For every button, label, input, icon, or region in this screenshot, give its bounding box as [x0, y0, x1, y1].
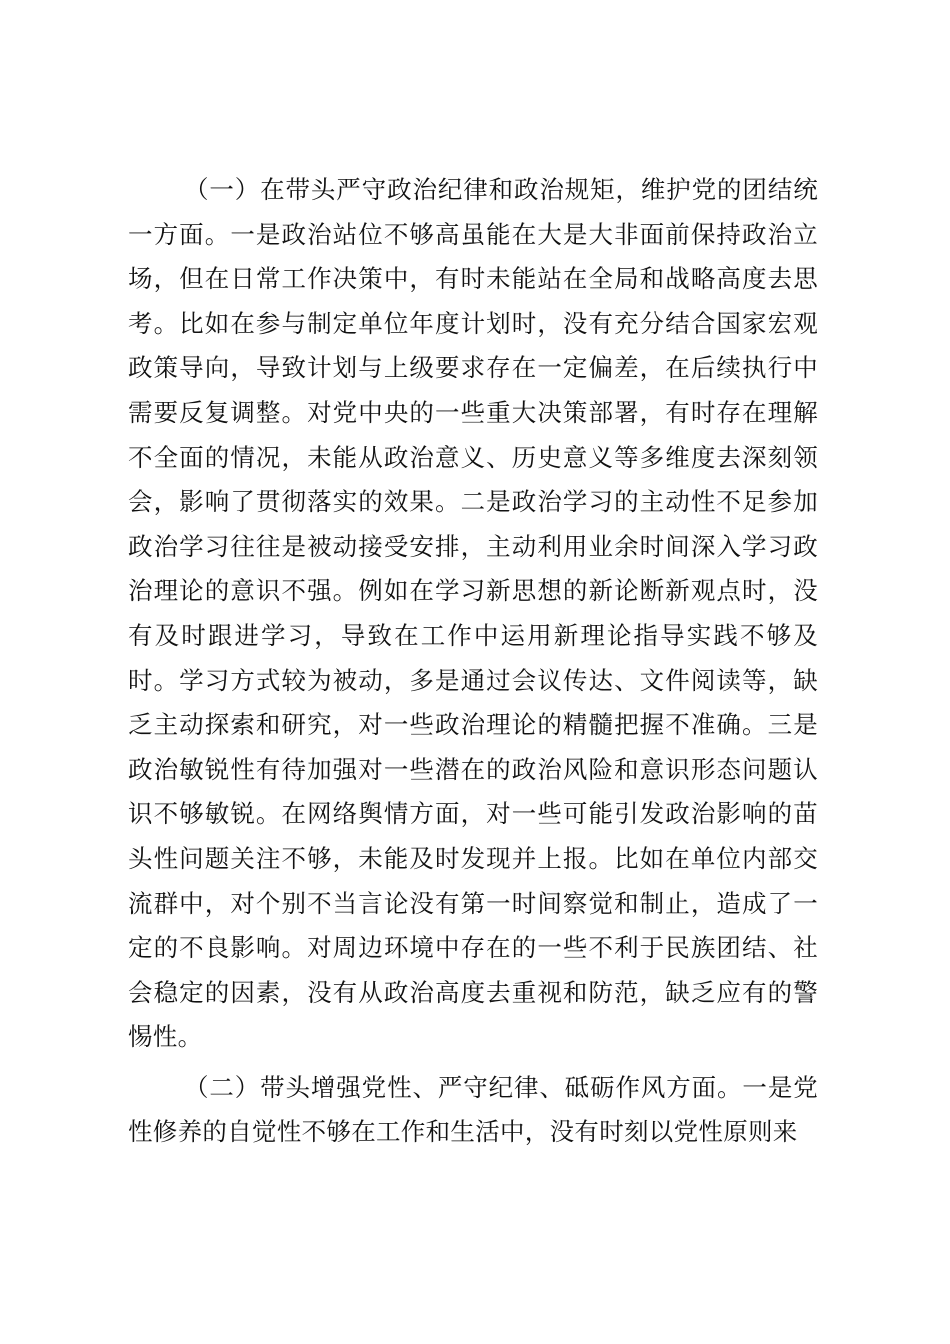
document-body: [128, 168, 818, 1155]
paragraph-2: （二）带头增强党性、严守纪律、砥砺作风方面。一是党性修养的自觉性不够在工作和生活中，没有时刻以党性原则来: [128, 1072, 818, 1147]
paragraph-1: （一）在带头严守政治纪律和政治规矩，维护党的团结统一方面。一是政治站位不够高虽能在大是大非面前保持政治立场，但在日常工作决策中，有时未能站在全局和战略高度去思考。比如在参与制定单位年度计划时，没有充分结合国家宏观政策导向，导致计划与上级要求存在一定偏差，在后续执行中需要反复调整。对党中央的一些重大决策部署，有时存在理解不全面的情况，未能从政治意义、历史意义等多维度去深刻领会，影响了贯彻落实的效果。二是政治学习的主动性不足参加政治学习往往是被动接受安排，主动利用业余时间深入学习政治理论的意识不强。例如在学习新思想的新论断新观点时，没有及时跟进学习，导致在工作中运用新理论指导实践不够及时。学习方式较为被动，多是通过会议传达、文件阅读等，缺乏主动探索和研究，对一些政治理论的精髓把握不准确。三是政治敏锐性有待加强对一些潜在的政治风险和意识形态问题认识不够敏锐。在网络舆情方面，对一些可能引发政治影响的苗头性问题关注不够，未能及时发现并上报。比如在单位内部交流群中，对个别不当言论没有第一时间察觉和制止，造成了一定的不良影响。对周边环境中存在的一些不利于民族团结、社会稳定的因素，没有从政治高度去重视和防范，缺乏应有的警惕性。: [128, 175, 818, 1052]
